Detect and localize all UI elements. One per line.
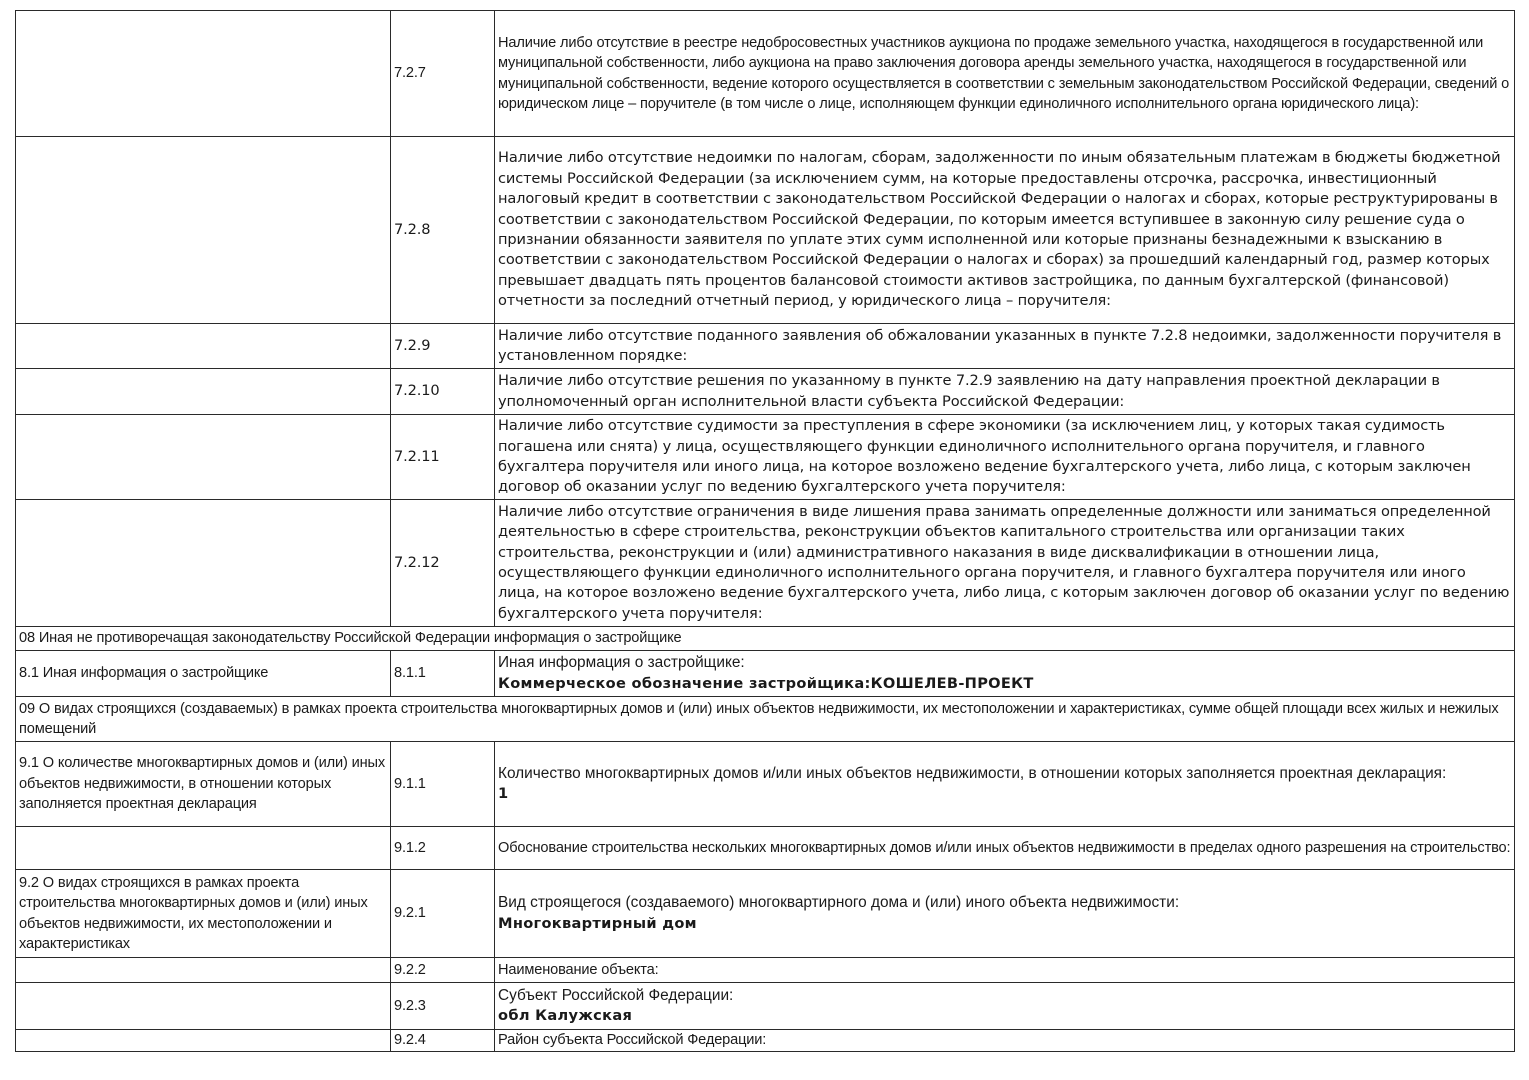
table-row (16, 137, 1515, 324)
item-text: Наличие либо отсутствие судимости за преступления в сфере экономики (за исключением лиц, у которых такая судимость погашена или снята) у лица, осуществляющего функции единоличного исполнительного органа поручителя, и главного бухгалтера поручителя или иного лица, на которое возложено ведение бухгалтерского учета, либо лица, с которым заключен договор об оказании услуг по ведению бухгалтерского учета поручителя: (495, 415, 1515, 500)
table-row (16, 11, 1515, 137)
table-row (16, 870, 1515, 958)
item-code: 7.2.7 (391, 11, 495, 137)
section-cell (16, 369, 391, 415)
section-cell (16, 324, 391, 369)
item-code: 7.2.10 (391, 369, 495, 415)
table-row (16, 500, 1515, 627)
table-row (16, 415, 1515, 500)
item-text: Вид строящегося (создаваемого) многоквартирного дома и (или) иного объекта недвижимости: (498, 894, 1180, 912)
item-text: Иная информация о застройщике: (498, 654, 745, 672)
section-cell (16, 415, 391, 500)
section-header: 09 О видах строящихся (создаваемых) в рамках проекта строительства многоквартирных домов и (или) иных объектов недвижимости, их местоположении и характеристиках, сумме общей площади всех жилых и нежилых помещений (16, 697, 1515, 742)
item-text: Субъект Российской Федерации: (498, 986, 734, 1004)
section-cell (16, 11, 391, 137)
item-code: 7.2.9 (391, 324, 495, 369)
table-row (16, 958, 1515, 983)
table-row (16, 324, 1515, 369)
item-value: Многоквартирный дом (498, 914, 697, 932)
item-value: обл Калужская (498, 1007, 633, 1024)
section-cell (16, 500, 391, 627)
table-row (16, 983, 1515, 1030)
item-text: Обоснование строительства нескольких многоквартирных домов и/или иных объектов недвижимости в пределах одного разрешения на строительство: (495, 827, 1515, 870)
item-value: Коммерческое обозначение застройщика:КОШЕЛЕВ-ПРОЕКТ (498, 674, 1034, 692)
section-cell (16, 958, 391, 983)
item-code: 7.2.12 (391, 500, 495, 627)
table-row (16, 369, 1515, 415)
item-text: Наличие либо отсутствие ограничения в виде лишения права занимать определенные должности или заниматься определенной деятельностью в сфере строительства, реконструкции объектов капитального строительства или организации таких строительства, реконструкции и (или) административного наказания в виде дисквалификации в отношении лица, осуществляющего функции единоличного исполнительного органа поручителя, и главного бухгалтера поручителя или иного лица, на которое возложено ведение бухгалтерского учета, либо лица, с которым заключен договор об оказании услуг по ведению бухгалтерского учета поручителя: (495, 500, 1515, 627)
declaration-table (15, 10, 1515, 1052)
item-value: 1 (498, 785, 509, 802)
table-row (16, 651, 1515, 697)
section-cell (16, 137, 391, 324)
item-code: 9.2.3 (391, 983, 495, 1030)
item-code: 9.1.1 (391, 742, 495, 827)
item-code: 9.2.4 (391, 1030, 495, 1052)
item-text: Район субъекта Российской Федерации: (495, 1030, 1515, 1052)
section-header-row (16, 627, 1515, 651)
item-code: 8.1.1 (391, 651, 495, 697)
item-code: 9.2.2 (391, 958, 495, 983)
item-code: 7.2.11 (391, 415, 495, 500)
item-text: Наименование объекта: (495, 958, 1515, 983)
section-cell (16, 1030, 391, 1052)
item-code: 7.2.8 (391, 137, 495, 324)
item-text: Наличие либо отсутствие решения по указанному в пункте 7.2.9 заявлению на дату направления проектной декларации в уполномоченный орган исполнительной власти субъекта Российской Федерации: (495, 369, 1515, 415)
item-text: Наличие либо отсутствие поданного заявления об обжаловании указанных в пункте 7.2.8 недоимки, задолженности поручителя в установленном порядке: (495, 324, 1515, 369)
item-text: Наличие либо отсутствие в реестре недобросовестных участников аукциона по продаже земельного участка, находящегося в государственной или муниципальной собственности, либо аукциона на право заключения договора аренды земельного участка, находящегося в государственной или муниципальной собственности, ведение которого осуществляется в соответствии с земельным законодательством Российской Федерации, сведений о юридическом лице – поручителе (в том числе о лице, исполняющем функции единоличного исполнительного органа юридического лица): (495, 11, 1515, 137)
section-cell (16, 983, 391, 1030)
table-row (16, 742, 1515, 827)
section-cell: 9.1 О количестве многоквартирных домов и (или) иных объектов недвижимости, в отношении которых заполняется проектная декларация (16, 742, 391, 827)
item-code: 9.2.1 (391, 870, 495, 958)
section-header-row (16, 697, 1515, 742)
section-cell: 8.1 Иная информация о застройщике (16, 651, 391, 697)
section-header: 08 Иная не противоречащая законодательству Российской Федерации информация о застройщике (16, 627, 1515, 651)
table-row (16, 827, 1515, 870)
item-text: Наличие либо отсутствие недоимки по налогам, сборам, задолженности по иным обязательным платежам в бюджеты бюджетной системы Российской Федерации (за исключением сумм, на которые предоставлены отсрочка, рассрочка, инвестиционный налоговый кредит в соответствии с законодательством Российской Федерации о налогах и сборах, которые реструктурированы в соответствии с законодательством Российской Федерации, по которым имеется вступившее в законную силу решение суда о признании обязанности заявителя по уплате этих сумм исполненной или которые признаны безнадежными к взысканию в соответствии с законодательством Российской Федерации о налогах и сборах) за прошедший календарный год, размер которых превышает двадцать пять процентов балансовой стоимости активов застройщика, по данным бухгалтерской (финансовой) отчетности за последний отчетный период, у юридического лица – поручителя: (495, 137, 1515, 324)
section-cell: 9.2 О видах строящихся в рамках проекта строительства многоквартирных домов и (или) иных объектов недвижимости, их местоположении и характеристиках (16, 870, 391, 958)
item-code: 9.1.2 (391, 827, 495, 870)
table-row (16, 1030, 1515, 1052)
item-text: Количество многоквартирных домов и/или иных объектов недвижимости, в отношении которых заполняется проектная декларация: (498, 764, 1447, 782)
section-cell (16, 827, 391, 870)
